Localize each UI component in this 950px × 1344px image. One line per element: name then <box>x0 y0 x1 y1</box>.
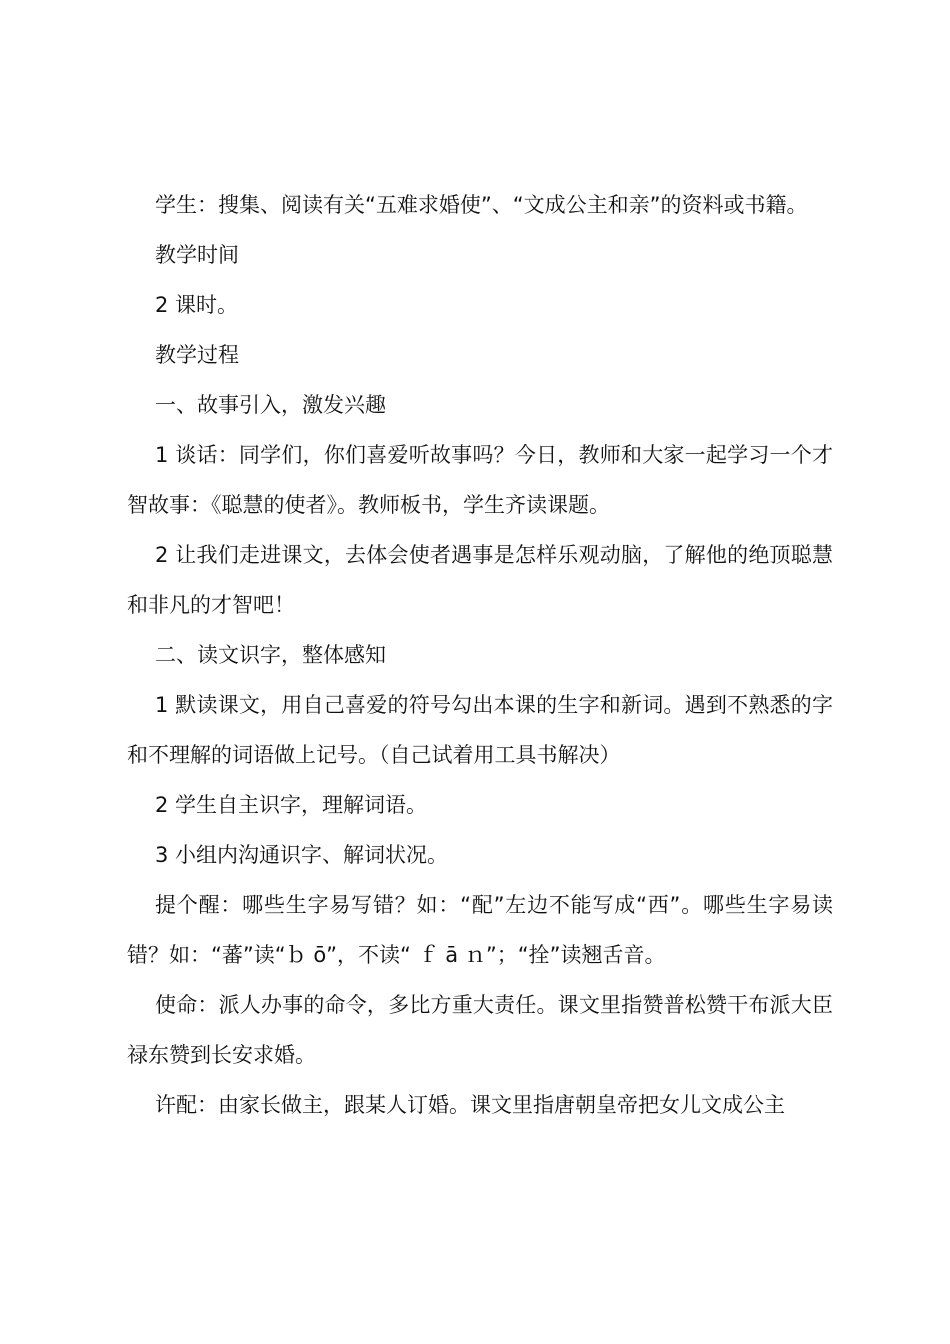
paragraph-step-1-1: 1 谈话：同学们，你们喜爱听故事吗？今日，教师和大家一起学习一个才智故事：《聪慧的使者》。教师板书，学生齐读课题。 <box>127 443 833 517</box>
paragraph-materials: 学生：搜集、阅读有关“五难求婚使”、“文成公主和亲”的资料或书籍。 <box>155 193 808 217</box>
paragraph-reminder: 提个醒：哪些生字易写错？如：“配”左边不能写成“西”。哪些生字易读错？如：“蕃”读“ｂ ō”，不读“ ｆ ā ｎ”；“拴”读翘舌音。 <box>127 893 833 967</box>
heading-teaching-process: 教学过程 <box>155 343 239 367</box>
paragraph-step-2-3: 3 小组内沟通识字、解词状况。 <box>155 843 449 867</box>
section-heading-2: 二、读文识字，整体感知 <box>155 643 386 667</box>
paragraph-definition-mission: 使命：派人办事的命令，多比方重大责任。课文里指赞普松赞干布派大臣禄东赞到长安求婚。 <box>127 993 833 1067</box>
document-body <box>127 180 833 1130</box>
paragraph-class-hours: 2 课时。 <box>155 293 239 317</box>
heading-teaching-time: 教学时间 <box>155 243 239 267</box>
paragraph-step-2-1: 1 默读课文，用自己喜爱的符号勾出本课的生字和新词。遇到不熟悉的字和不理解的词语做上记号。（自己试着用工具书解决） <box>127 693 833 767</box>
paragraph-step-2-2: 2 学生自主识字，理解词语。 <box>155 793 428 817</box>
paragraph-step-1-2: 2 让我们走进课文，去体会使者遇事是怎样乐观动脑，了解他的绝顶聪慧和非凡的才智吧！ <box>127 543 833 617</box>
paragraph-definition-betrothal: 许配：由家长做主，跟某人订婚。课文里指唐朝皇帝把女儿文成公主 <box>155 1093 785 1117</box>
section-heading-1: 一、故事引入，激发兴趣 <box>155 393 386 417</box>
